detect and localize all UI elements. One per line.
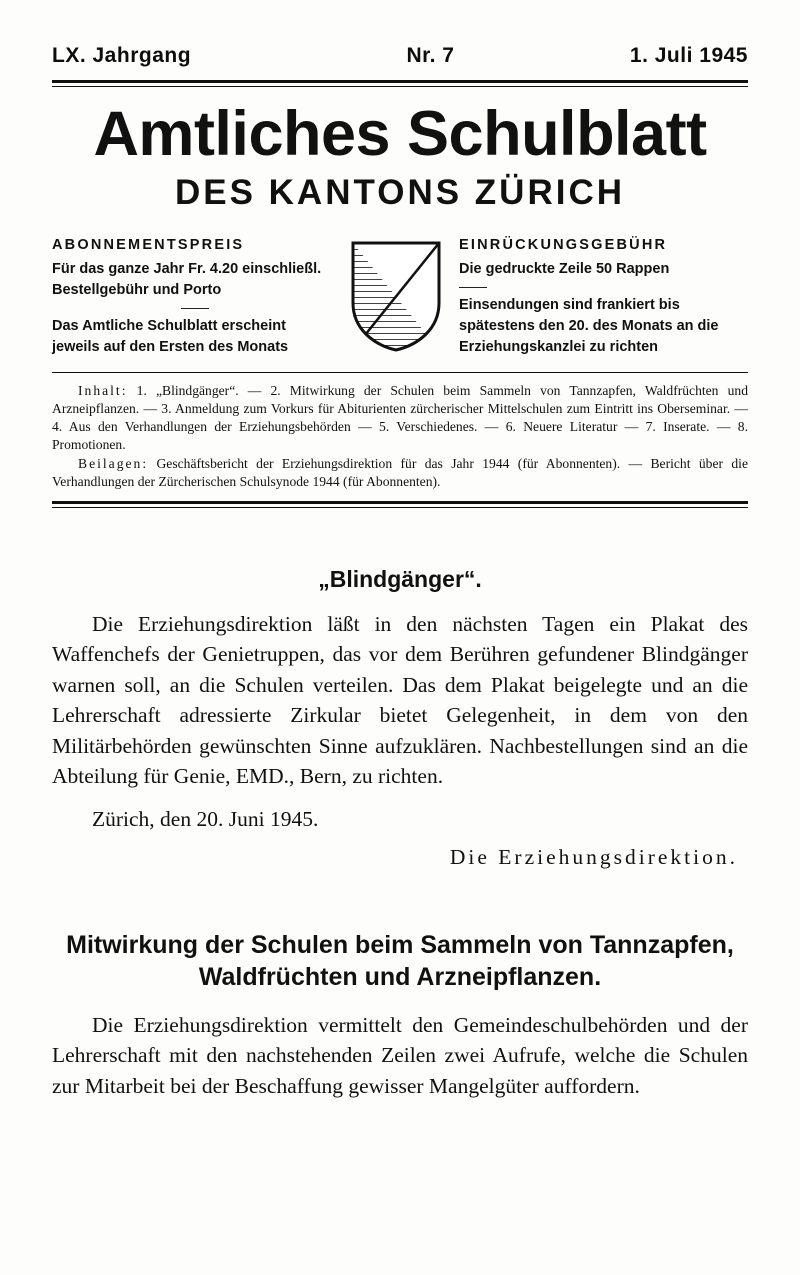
zurich-shield-icon	[348, 237, 444, 355]
article-2-body	[52, 1010, 748, 1102]
subscription-price: Für das ganze Jahr Fr. 4.20 einschließl. Bestellgebühr und Porto	[52, 261, 322, 299]
volume-label: LX. Jahrgang	[52, 44, 192, 67]
publication-schedule: Das Amtliche Schulblatt erscheint jeweils auf den Ersten des Monats	[52, 318, 289, 356]
divider	[181, 308, 209, 309]
advertising-rate: Die gedruckte Zeile 50 Rappen	[459, 261, 670, 278]
advertising-info	[455, 235, 744, 358]
article-1-body	[52, 609, 748, 873]
contents-bottom-rule	[52, 501, 748, 508]
appendix-line	[52, 455, 748, 491]
publication-title: Amtliches Schulblatt	[93, 99, 707, 169]
subscription-heading: ABONNEMENTSPREIS	[52, 237, 245, 254]
contents-label: Inhalt:	[78, 383, 128, 399]
subscription-info	[52, 235, 337, 358]
publication-subtitle: DES KANTONS ZÜRICH	[174, 173, 626, 213]
contents-body: 1. „Blindgänger“. — 2. Mitwirkung der Schulen beim Sammeln von Tannzapfen, Waldfrüchten und Arzneipflanzen. — 3. Anmeldung zum Vorkurs für Abiturienten zürcherischer Mittelschulen zum Eintritt ins Oberseminar. — 4. Aus den Verhandlungen der Erziehungsbehörden — 5. Verschiedenes. — 6. Neuere Literatur — 7. Inserate. — 8. Promotionen.	[52, 383, 748, 453]
appendix-label: Beilagen:	[78, 455, 149, 471]
coat-of-arms	[337, 235, 455, 355]
appendix-body: Geschäftsbericht der Erziehungsdirektion für das Jahr 1944 (für Abonnenten). — Bericht über die Verhandlungen der Zürcherischen Schulsynode 1944 (für Abonnenten).	[52, 455, 748, 489]
table-of-contents	[52, 372, 748, 491]
contents-line	[52, 382, 748, 454]
article-2-title: Mitwirkung der Schulen beim Sammeln von Tannzapfen, Waldfrüchten und Arzneipflanzen.	[66, 930, 734, 992]
masthead-issue-line	[52, 0, 748, 68]
article-1-paragraph: Die Erziehungsdirektion läßt in den nächsten Tagen ein Plakat des Waffenchefs der Genietruppen, das vor dem Berühren gefundener Blindgänger warnen soll, an die Schulen verteilen. Das dem Plakat beigelegte und an die Lehrerschaft adressierte Zirkular bietet Gelegenheit, in dem von den Militärbehörden gewünschten Sinne aufzuklären. Nachbestellungen sind an die Abteilung für Genie, EMD., Bern, zu richten.	[52, 611, 748, 789]
article-1-signature: Die Erziehungsdirektion.	[449, 845, 738, 870]
article-1-title: „Blindgänger“.	[318, 565, 482, 592]
info-band	[52, 235, 748, 358]
submission-deadline: Einsendungen sind frankiert bis spätestens den 20. des Monats an die Erziehungskanzlei zu richten	[459, 297, 719, 356]
masthead-top-rule	[52, 80, 748, 87]
issue-number: Nr. 7	[406, 44, 455, 67]
advertising-heading: EINRÜCKUNGSGEBÜHR	[459, 237, 668, 254]
issue-date: 1. Juli 1945	[629, 44, 748, 67]
article-2-paragraph: Die Erziehungsdirektion vermittelt den Gemeindeschulbehörden und der Lehrerschaft mit den nachstehenden Zeilen zwei Aufrufe, welche die Schulen zur Mitarbeit bei der Beschaffung gewisser Mangelgüter auffordern.	[52, 1012, 748, 1098]
divider	[459, 287, 487, 288]
article-1-place-date: Zürich, den 20. Juni 1945.	[92, 806, 319, 831]
